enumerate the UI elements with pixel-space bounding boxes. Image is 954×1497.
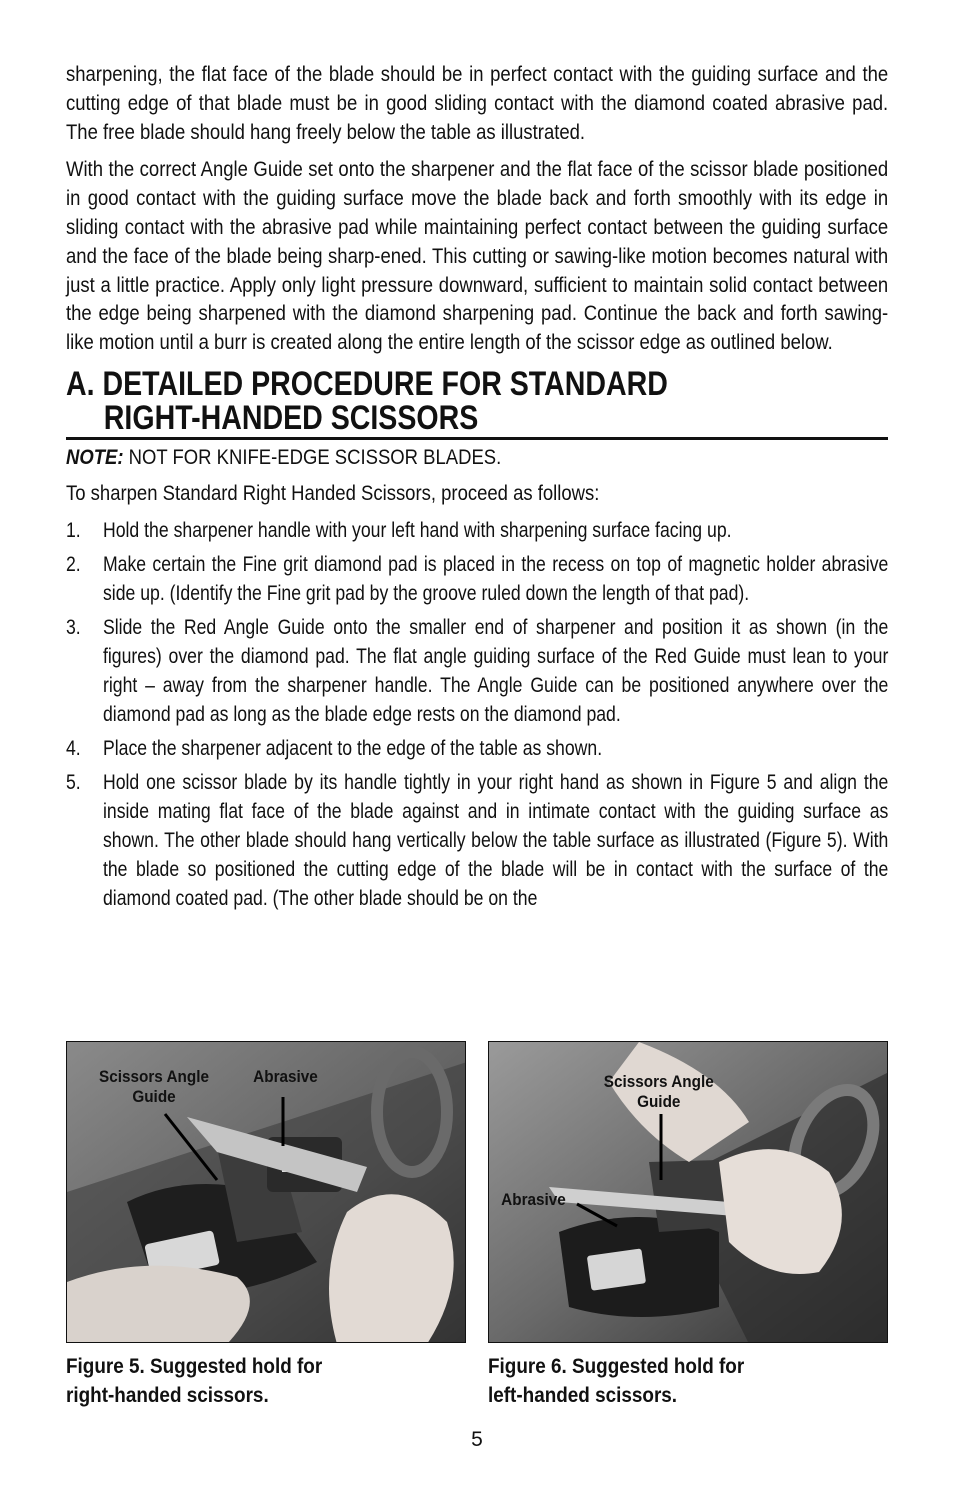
figure-5-photo xyxy=(66,1041,466,1343)
step-text: Hold one scissor blade by its handle tightly in your right hand as shown in Figure 5 and align the inside mating flat face of the blade against and in intimate contact with the guiding surface as shown. The other blade should hang vertically below the table surface as illustrated (Figure 5). With the blade so positioned the cutting edge of the blade will be in contact with the surface of the diamond coated pad. (The other blade should be on the xyxy=(102,770,889,910)
note-text: NOT FOR KNIFE-EDGE SCISSOR BLADES. xyxy=(123,444,502,469)
section-heading xyxy=(66,364,889,437)
step-item xyxy=(66,613,888,729)
figure-5-caption-line-2: right-handed scissors. xyxy=(66,1384,269,1407)
intro-text: To sharpen Standard Right Handed Scissors, proceed as follows: xyxy=(66,480,600,505)
note xyxy=(66,442,888,472)
step-number: 4. xyxy=(66,736,81,760)
step-number: 5. xyxy=(66,770,81,794)
paragraph-1: sharpening, the flat face of the blade should be in perfect contact with the guiding surface and the cutting edge of that blade must be in good sliding contact with the diamond coated abrasive pad. The free blade should hang freely below the table as illustrated. xyxy=(66,62,889,144)
figure-6-label-abrasive: Abrasive xyxy=(501,1190,566,1209)
step-text: Slide the Red Angle Guide onto the smaller end of sharpener and position it as shown (in the figures) over the diamond pad. The flat angle guiding surface of the Red Guide must lean to your right – away from the sharpener handle. The Angle Guide can be positioned anywhere over the diamond pad as long as the blade edge rests on the diamond pad. xyxy=(102,615,889,726)
figure-5-label-guide: Scissors Angle Guide xyxy=(99,1067,209,1106)
heading-line-2: RIGHT-HANDED SCISSORS xyxy=(103,398,479,437)
heading-line-1: A. DETAILED PROCEDURE FOR STANDARD xyxy=(66,364,668,403)
figure-5-caption xyxy=(66,1352,322,1410)
step-number: 3. xyxy=(66,615,81,639)
step-item xyxy=(66,768,888,913)
step-text: Place the sharpener adjacent to the edge of the table as shown. xyxy=(102,736,603,760)
step-number: 2. xyxy=(66,552,81,576)
note-label: NOTE: xyxy=(66,444,124,469)
figure-6-caption xyxy=(488,1352,744,1410)
figure-5-label-abrasive: Abrasive xyxy=(253,1067,318,1086)
figure-6-photo xyxy=(488,1041,888,1343)
step-number: 1. xyxy=(66,518,81,542)
page-content xyxy=(66,60,888,918)
step-item xyxy=(66,516,888,545)
figure-6-caption-line-1: Figure 6. Suggested hold for xyxy=(488,1355,745,1378)
page-number: 5 xyxy=(471,1428,483,1451)
heading-rule xyxy=(66,437,888,440)
step-item xyxy=(66,550,888,608)
figure-6-caption-line-2: left-handed scissors. xyxy=(488,1384,678,1407)
figure-6-label-guide: Scissors Angle Guide xyxy=(603,1072,714,1111)
step-text: Make certain the Fine grit diamond pad is placed in the recess on top of magnetic holder abrasive side up. (Identify the Fine grit pad by the groove ruled down the length of that pad). xyxy=(102,552,889,605)
paragraph-2: With the correct Angle Guide set onto the sharpener and the flat face of the scissor blade positioned in good contact with the guiding surface move the blade back and forth smoothly with its edge in sliding contact with the abrasive pad while maintaining perfect contact between the guiding surface and the face of the blade being sharp-ened. This cutting or sawing-like motion becomes natural with just a little practice. Apply only light pressure downward, sufficient to maintain solid contact between the edge being sharpened with the diamond sharpening pad. Continue the back and forth sawing-like motion until a burr is created along the entire length of the scissor edge as outlined below. xyxy=(66,157,889,355)
step-item xyxy=(66,734,888,763)
figure-5-caption-line-1: Figure 5. Suggested hold for xyxy=(66,1355,323,1378)
step-text: Hold the sharpener handle with your left hand with sharpening surface facing up. xyxy=(102,518,732,542)
steps-list xyxy=(66,516,888,913)
